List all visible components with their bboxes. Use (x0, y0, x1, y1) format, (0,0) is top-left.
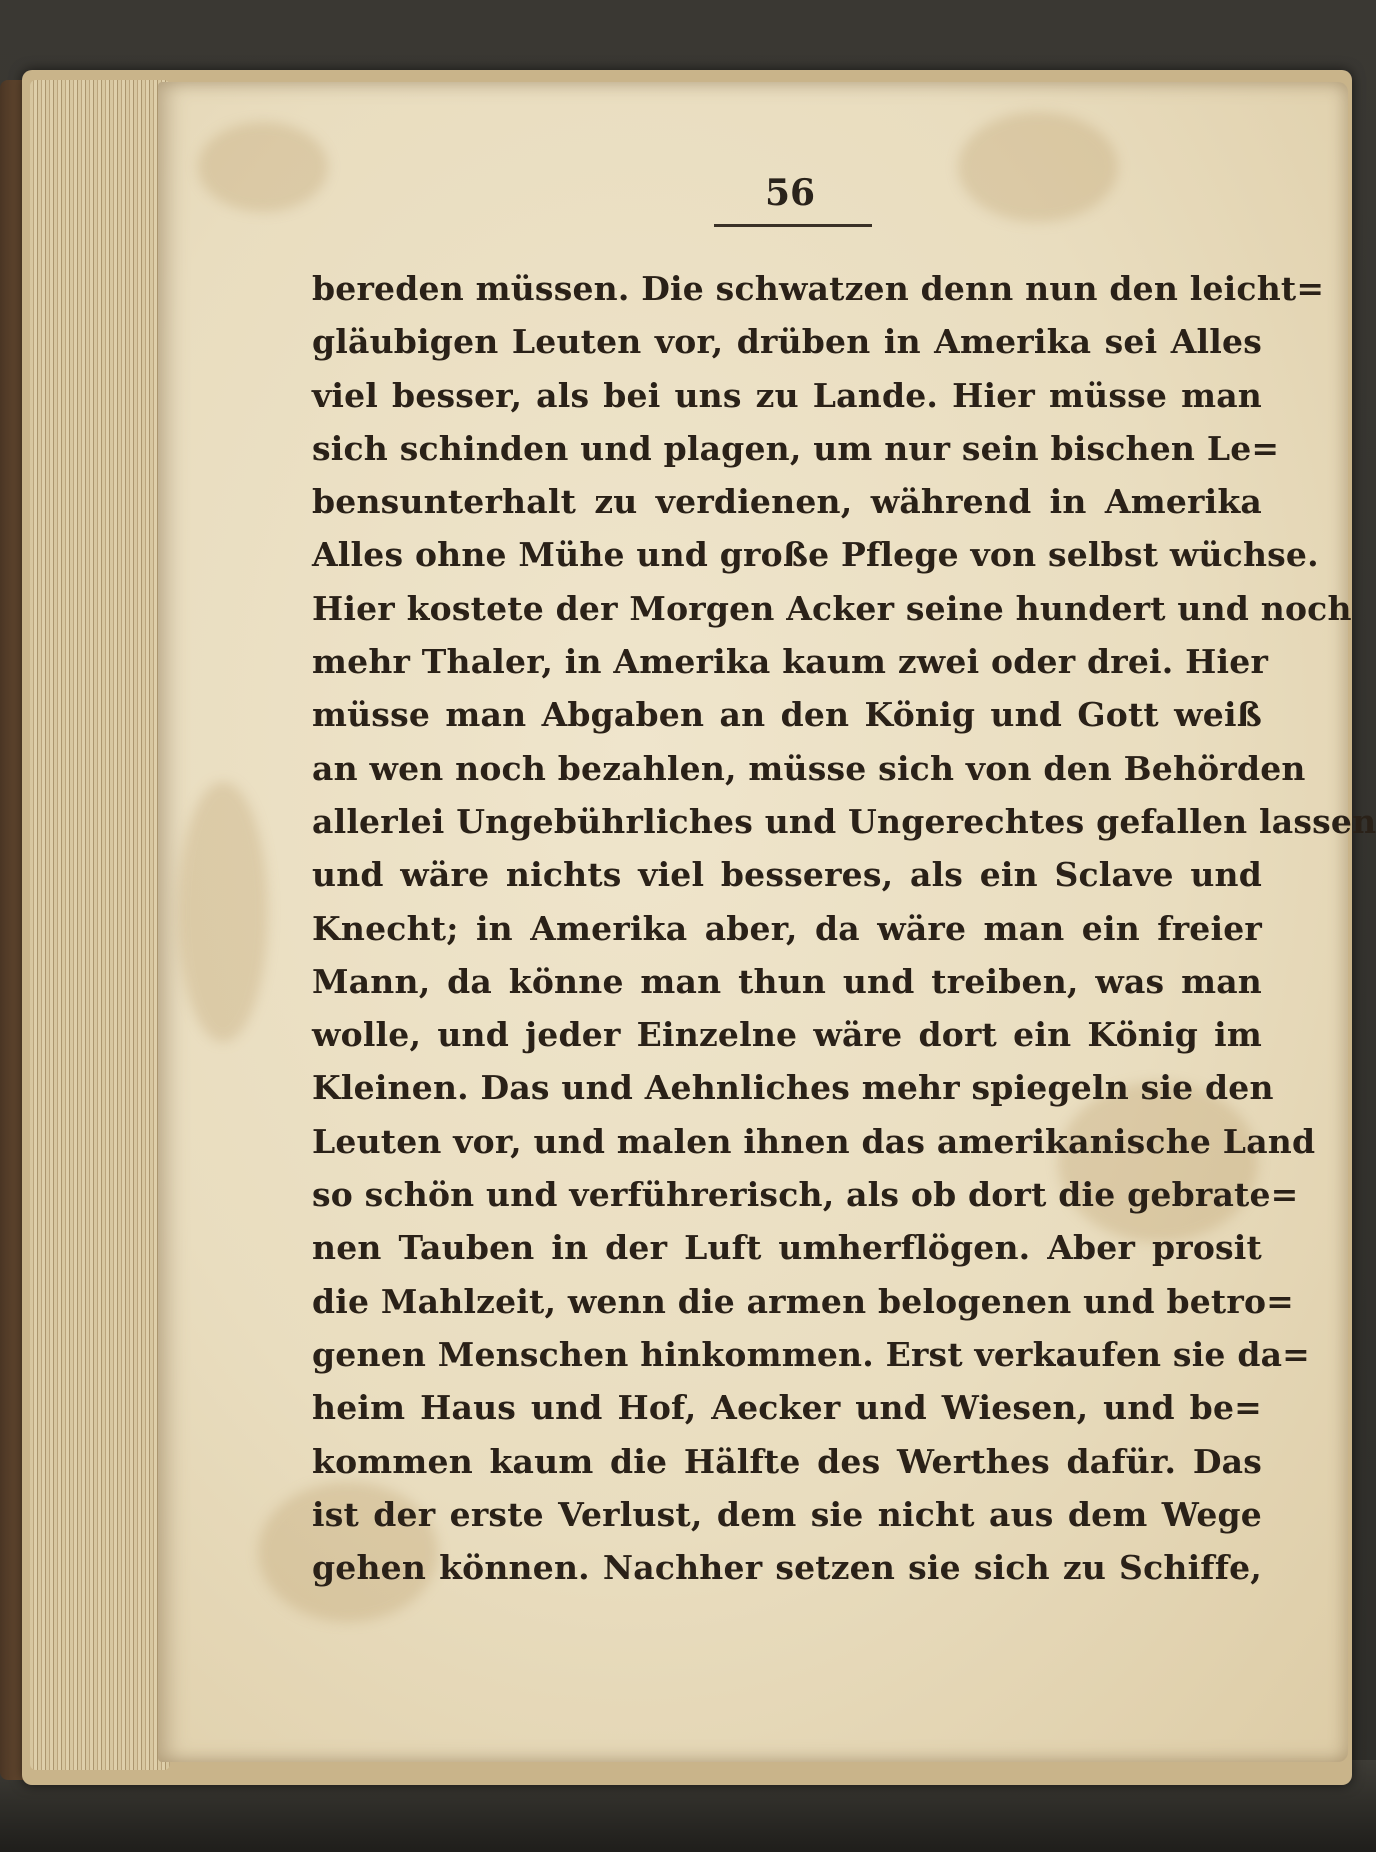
text-line: Hier kostete der Morgen Acker seine hundert und noch (312, 588, 1352, 628)
text-line: genen Menschen hinkommen. Erst verkaufen sie da= (312, 1334, 1311, 1374)
text-line: ist der erste Verlust, dem sie nicht aus dem Wege (312, 1494, 1262, 1534)
text-line: heim Haus und Hof, Aecker und Wiesen, und be= (312, 1388, 1262, 1428)
page-edges (30, 80, 170, 1770)
page-stain (178, 782, 268, 1042)
page-stain (198, 122, 328, 212)
text-line: gehen können. Nachher setzen sie sich zu Schiffe, (312, 1548, 1262, 1588)
text-line: Alles ohne Mühe und große Pflege von selbst wüchse. (312, 535, 1319, 575)
text-line: Leuten vor, und malen ihnen das amerikanische Land (312, 1121, 1316, 1161)
text-line: müsse man Abgaben an den König und Gott weiß (312, 695, 1262, 735)
text-line: und wäre nichts viel besseres, als ein Sclave und (312, 855, 1262, 895)
body-text (312, 262, 1376, 1594)
page-stain (958, 112, 1118, 222)
text-line: kommen kaum die Hälfte des Werthes dafür. Das (312, 1441, 1262, 1481)
text-line: Kleinen. Das und Aehnliches mehr spiegeln sie den (312, 1068, 1274, 1108)
text-line: wolle, und jeder Einzelne wäre dort ein König im (312, 1015, 1262, 1055)
text-line: an wen noch bezahlen, müsse sich von den Behörden (312, 748, 1306, 788)
page-number: 56 (764, 172, 816, 214)
text-line: mehr Thaler, in Amerika kaum zwei oder drei. Hier (312, 642, 1269, 682)
text-line: gläubigen Leuten vor, drüben in Amerika sei Alles (312, 322, 1262, 362)
text-line: die Mahlzeit, wenn die armen belogenen und betro= (312, 1281, 1295, 1321)
header-rule (714, 224, 872, 227)
text-line: bereden müssen. Die schwatzen denn nun den leicht= (312, 269, 1325, 308)
text-line: Mann, da könne man thun und treiben, was man (312, 961, 1262, 1001)
text-line: bensunterhalt zu verdienen, während in Amerika (312, 482, 1262, 522)
text-line: so schön und verführerisch, als ob dort die gebrate= (312, 1175, 1299, 1215)
text-line: viel besser, als bei uns zu Lande. Hier müsse man (312, 375, 1262, 415)
text-line: sich schinden und plagen, um nur sein bischen Le= (312, 428, 1280, 468)
text-line: allerlei Ungebührliches und Ungerechtes gefallen lassen (312, 801, 1376, 841)
text-line: nen Tauben in der Luft umherflögen. Aber prosit (312, 1228, 1262, 1268)
text-line: Knecht; in Amerika aber, da wäre man ein freier (312, 908, 1262, 948)
